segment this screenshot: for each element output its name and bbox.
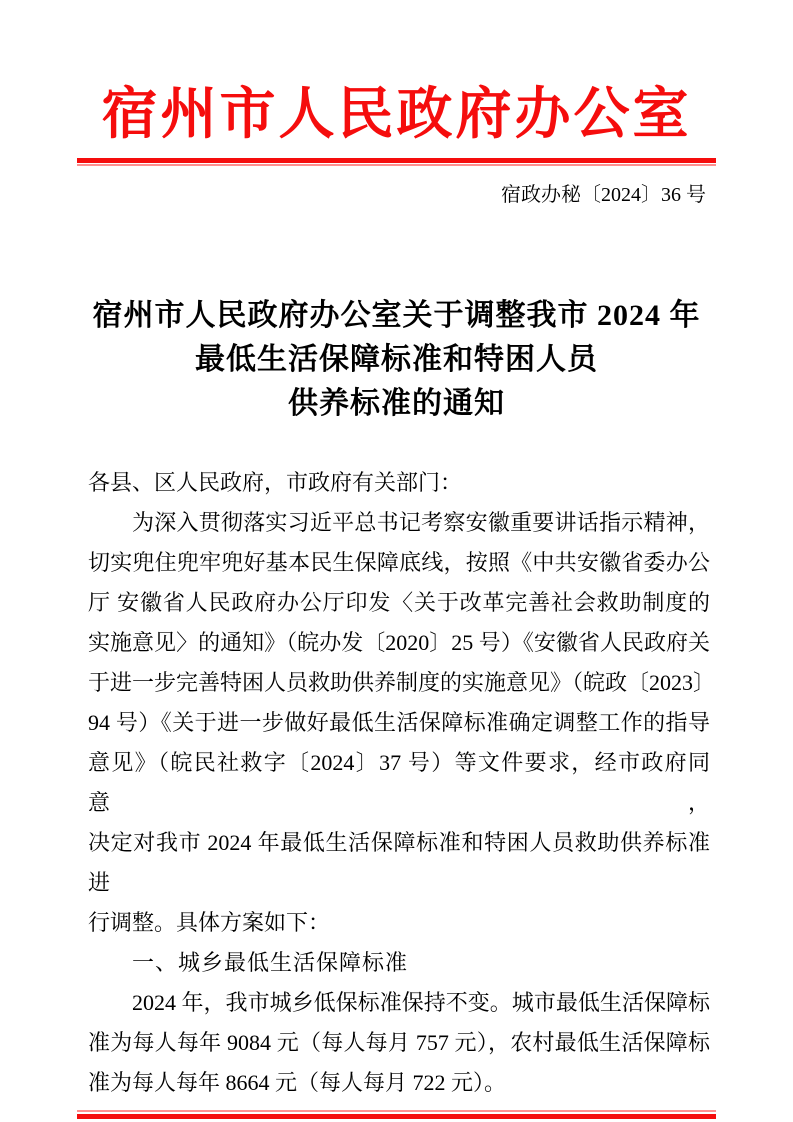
body-line: 厅 安徽省人民政府办公厅印发〈关于改革完善社会救助制度的 (88, 590, 710, 615)
divider-thin-line (77, 164, 716, 166)
body-line: 一、城乡最低生活保障标准 (132, 950, 409, 975)
body-line: 行调整。具体方案如下： (88, 910, 331, 935)
body-line: 实施意见〉的通知》（皖办发〔2020〕25 号）《安徽省人民政府关 (88, 630, 710, 655)
body-line: 意见》（皖民社救字〔2024〕37 号）等文件要求，经市政府同意， (88, 750, 710, 815)
title-line: 宿州市人民政府办公室关于调整我市 2024 年 (92, 299, 701, 332)
document-number: 宿政办秘〔2024〕36 号 (501, 184, 706, 206)
divider-thick-line (77, 158, 716, 163)
divider-thick-line (77, 1114, 716, 1119)
footer-divider (77, 1110, 716, 1119)
document-title (77, 294, 716, 426)
body-line: 94 号）《关于进一步做好最低生活保障标准确定调整工作的指导 (88, 710, 710, 735)
body-line: 为深入贯彻落实习近平总书记考察安徽重要讲话指示精神， (132, 510, 710, 535)
document-body (77, 463, 716, 1103)
body-line: 决定对我市 2024 年最低生活保障标准和特困人员救助供养标准进 (88, 830, 710, 895)
header-divider (77, 158, 716, 166)
body-line: 2024 年，我市城乡低保标准保持不变。城市最低生活保障标 (132, 990, 710, 1015)
body-line: 准为每人每年 8664 元（每人每月 722 元）。 (88, 1070, 507, 1095)
body-line: 准为每人每年 9084 元（每人每月 757 元），农村最低生活保障标 (88, 1030, 710, 1055)
divider-thin-line (77, 1110, 716, 1112)
title-line: 最低生活保障标准和特困人员 (195, 343, 598, 376)
body-line: 切实兜住兜牢兜好基本民生保障底线，按照《中共安徽省委办公 (88, 550, 710, 575)
body-line: 于进一步完善特困人员救助供养制度的实施意见》（皖政〔2023〕 (88, 670, 716, 695)
title-line: 供养标准的通知 (288, 387, 505, 420)
body-line: 各县、区人民政府，市政府有关部门： (88, 470, 463, 495)
issuer-name: 宿州市人民政府办公室 (101, 84, 692, 146)
